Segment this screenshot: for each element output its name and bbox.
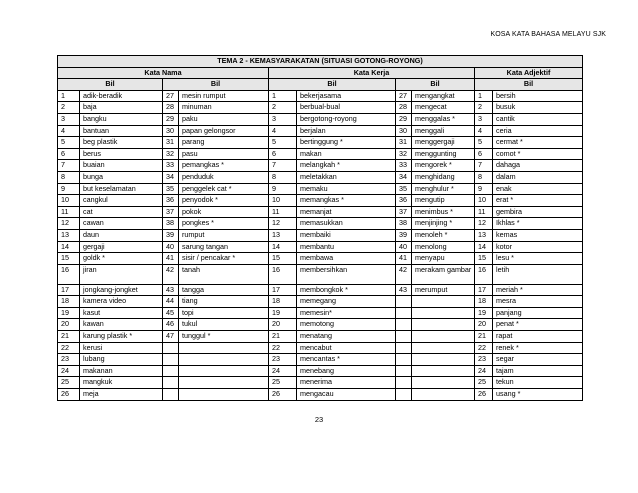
bil-cell: 3: [58, 113, 80, 125]
bil-cell: 14: [58, 241, 80, 253]
bil-cell: 28: [163, 102, 179, 114]
bil-cell: 2: [475, 102, 493, 114]
word-cell: berjalan: [297, 125, 396, 137]
word-cell: kotor: [493, 241, 583, 253]
word-cell: menggali: [412, 125, 475, 137]
word-cell: menyapu: [412, 253, 475, 265]
bil-cell: 42: [396, 264, 412, 284]
word-cell: papan gelongsor: [179, 125, 269, 137]
bil-cell: 30: [163, 125, 179, 137]
bil-cell: [396, 296, 412, 308]
word-cell: rapat: [493, 331, 583, 343]
word-cell: membantu: [297, 241, 396, 253]
word-cell: topi: [179, 307, 269, 319]
word-cell: menatang: [297, 331, 396, 343]
word-cell: goldk *: [80, 253, 163, 265]
bil-cell: 19: [269, 307, 297, 319]
bil-cell: 13: [269, 229, 297, 241]
word-cell: memesin*: [297, 307, 396, 319]
bil-cell: 18: [269, 296, 297, 308]
bil-cell: 10: [475, 195, 493, 207]
word-cell: but keselamatan: [80, 183, 163, 195]
bil-cell: [396, 354, 412, 366]
word-cell: kawan: [80, 319, 163, 331]
bil-cell: 38: [396, 218, 412, 230]
table-row: [58, 113, 583, 125]
bil-cell: 16: [475, 264, 493, 284]
word-cell: menghidang: [412, 171, 475, 183]
word-cell: pemangkas *: [179, 160, 269, 172]
bil-cell: 17: [58, 284, 80, 296]
table-row: [58, 284, 583, 296]
word-cell: berbual-bual: [297, 102, 396, 114]
word-cell: usang *: [493, 389, 583, 401]
word-cell: kemas: [493, 229, 583, 241]
word-cell: tangga: [179, 284, 269, 296]
bil-cell: 2: [58, 102, 80, 114]
bil-header: Bil: [58, 79, 163, 91]
bil-cell: 24: [58, 365, 80, 377]
word-cell: [412, 389, 475, 401]
word-cell: pongkes *: [179, 218, 269, 230]
word-cell: [412, 307, 475, 319]
bil-cell: 8: [58, 171, 80, 183]
word-cell: dalam: [493, 171, 583, 183]
bil-cell: 10: [269, 195, 297, 207]
table-row: [58, 195, 583, 207]
bil-cell: 10: [58, 195, 80, 207]
table-row: [58, 319, 583, 331]
bil-cell: 20: [58, 319, 80, 331]
bil-cell: 4: [269, 125, 297, 137]
bil-cell: 9: [475, 183, 493, 195]
bil-cell: 21: [269, 331, 297, 343]
table-row: [58, 183, 583, 195]
bil-cell: 21: [475, 331, 493, 343]
word-cell: renek *: [493, 342, 583, 354]
bil-cell: 23: [269, 354, 297, 366]
word-cell: tiang: [179, 296, 269, 308]
group-header-kata-kerja: Kata Kerja: [269, 67, 475, 79]
word-cell: gergaji: [80, 241, 163, 253]
bil-cell: 16: [269, 264, 297, 284]
table-row: [58, 365, 583, 377]
word-cell: tekun: [493, 377, 583, 389]
word-cell: mesin rumput: [179, 90, 269, 102]
word-cell: meja: [80, 389, 163, 401]
word-cell: [412, 365, 475, 377]
word-cell: mesra: [493, 296, 583, 308]
bil-cell: 13: [475, 229, 493, 241]
bil-cell: 25: [58, 377, 80, 389]
table-row: [58, 90, 583, 102]
bil-cell: 37: [163, 206, 179, 218]
bil-cell: 16: [58, 264, 80, 284]
word-cell: [179, 342, 269, 354]
bil-cell: 14: [475, 241, 493, 253]
word-cell: meriah *: [493, 284, 583, 296]
word-cell: sarung tangan: [179, 241, 269, 253]
bil-cell: 20: [475, 319, 493, 331]
table-row: [58, 307, 583, 319]
bil-cell: 11: [58, 206, 80, 218]
word-cell: erat *: [493, 195, 583, 207]
word-cell: mengecat: [412, 102, 475, 114]
table-row: [58, 241, 583, 253]
word-cell: kerusi: [80, 342, 163, 354]
word-cell: [412, 331, 475, 343]
bil-cell: 20: [269, 319, 297, 331]
bil-cell: 25: [475, 377, 493, 389]
bil-cell: 4: [475, 125, 493, 137]
word-cell: bantuan: [80, 125, 163, 137]
bil-cell: 40: [163, 241, 179, 253]
word-cell: pokok: [179, 206, 269, 218]
word-cell: membersihkan: [297, 264, 396, 284]
word-cell: comot *: [493, 148, 583, 160]
word-cell: membaiki: [297, 229, 396, 241]
word-cell: memotong: [297, 319, 396, 331]
word-cell: sisir / pencakar *: [179, 253, 269, 265]
bil-cell: 23: [58, 354, 80, 366]
word-cell: bersih: [493, 90, 583, 102]
word-cell: jiran: [80, 264, 163, 284]
bil-cell: 5: [58, 137, 80, 149]
bil-cell: [163, 342, 179, 354]
table-row: [58, 137, 583, 149]
bil-cell: 38: [163, 218, 179, 230]
word-cell: meletakkan: [297, 171, 396, 183]
word-cell: cermat *: [493, 137, 583, 149]
bil-cell: 24: [269, 365, 297, 377]
bil-header: Bil: [475, 79, 583, 91]
bil-cell: 5: [269, 137, 297, 149]
group-header-kata-adjektif: Kata Adjektif: [475, 67, 583, 79]
table-row: [58, 160, 583, 172]
bil-cell: 43: [396, 284, 412, 296]
bil-cell: [396, 307, 412, 319]
bil-cell: 47: [163, 331, 179, 343]
word-cell: paku: [179, 113, 269, 125]
word-cell: Ikhlas *: [493, 218, 583, 230]
bil-cell: [396, 389, 412, 401]
bil-cell: 6: [269, 148, 297, 160]
bil-cell: 8: [475, 171, 493, 183]
word-cell: menghulur *: [412, 183, 475, 195]
bil-cell: 31: [163, 137, 179, 149]
word-cell: memegang: [297, 296, 396, 308]
bil-cell: 2: [269, 102, 297, 114]
bil-cell: 21: [58, 331, 80, 343]
bil-cell: 26: [58, 389, 80, 401]
bil-cell: 40: [396, 241, 412, 253]
word-cell: penat *: [493, 319, 583, 331]
bil-cell: 46: [163, 319, 179, 331]
table-row: [58, 354, 583, 366]
bil-cell: 27: [163, 90, 179, 102]
bil-cell: 29: [396, 113, 412, 125]
word-cell: menggergaji: [412, 137, 475, 149]
table-row: [58, 253, 583, 265]
bil-cell: 15: [475, 253, 493, 265]
page-number: 23: [314, 415, 324, 424]
bil-cell: [396, 365, 412, 377]
table-row: [58, 229, 583, 241]
bil-cell: 36: [163, 195, 179, 207]
bil-cell: 37: [396, 206, 412, 218]
bil-cell: 39: [396, 229, 412, 241]
word-cell: [412, 296, 475, 308]
bil-cell: 4: [58, 125, 80, 137]
bil-cell: 15: [269, 253, 297, 265]
bil-cell: 19: [475, 307, 493, 319]
word-cell: bunga: [80, 171, 163, 183]
word-cell: [412, 377, 475, 389]
bil-cell: 44: [163, 296, 179, 308]
word-cell: cawan: [80, 218, 163, 230]
word-cell: tanah: [179, 264, 269, 284]
word-cell: menjinjing *: [412, 218, 475, 230]
word-cell: memasukkan: [297, 218, 396, 230]
bil-cell: 28: [396, 102, 412, 114]
bil-cell: 1: [58, 90, 80, 102]
group-header-kata-nama: Kata Nama: [58, 67, 269, 79]
word-cell: menolong: [412, 241, 475, 253]
word-cell: gembira: [493, 206, 583, 218]
word-cell: tukul: [179, 319, 269, 331]
word-cell: [412, 354, 475, 366]
bil-cell: 13: [58, 229, 80, 241]
word-cell: membawa: [297, 253, 396, 265]
word-cell: tajam: [493, 365, 583, 377]
bil-cell: 11: [269, 206, 297, 218]
bil-cell: 43: [163, 284, 179, 296]
word-cell: mencabut: [297, 342, 396, 354]
word-cell: menerima: [297, 377, 396, 389]
word-cell: cat: [80, 206, 163, 218]
bil-cell: 33: [163, 160, 179, 172]
table-row: [58, 102, 583, 114]
word-cell: [412, 319, 475, 331]
bil-cell: 32: [163, 148, 179, 160]
word-cell: mengorek *: [412, 160, 475, 172]
bil-cell: 18: [58, 296, 80, 308]
bil-cell: 6: [58, 148, 80, 160]
word-cell: daun: [80, 229, 163, 241]
bil-cell: 22: [58, 342, 80, 354]
word-cell: dahaga: [493, 160, 583, 172]
word-cell: memangkas *: [297, 195, 396, 207]
bil-cell: 34: [396, 171, 412, 183]
table-row: [58, 206, 583, 218]
word-cell: [179, 389, 269, 401]
bil-cell: 1: [269, 90, 297, 102]
word-cell: makan: [297, 148, 396, 160]
bil-cell: 34: [163, 171, 179, 183]
word-cell: baja: [80, 102, 163, 114]
word-cell: jongkang-jongket: [80, 284, 163, 296]
word-cell: melangkah *: [297, 160, 396, 172]
table-title: TEMA 2 - KEMASYARAKATAN (SITUASI GOTONG-ROYONG): [58, 56, 583, 68]
bil-cell: 5: [475, 137, 493, 149]
bil-cell: 12: [269, 218, 297, 230]
word-cell: parang: [179, 137, 269, 149]
word-cell: ceria: [493, 125, 583, 137]
word-cell: kamera video: [80, 296, 163, 308]
word-cell: bergotong-royong: [297, 113, 396, 125]
bil-cell: 1: [475, 90, 493, 102]
word-cell: busuk: [493, 102, 583, 114]
word-cell: memaku: [297, 183, 396, 195]
bil-cell: 42: [163, 264, 179, 284]
bil-cell: 26: [475, 389, 493, 401]
bil-cell: 7: [58, 160, 80, 172]
word-cell: rumput: [179, 229, 269, 241]
word-cell: bangku: [80, 113, 163, 125]
bil-cell: 9: [58, 183, 80, 195]
word-cell: penyodok *: [179, 195, 269, 207]
word-cell: menebang: [297, 365, 396, 377]
word-cell: merumput: [412, 284, 475, 296]
running-header: KOSA KATA BAHASA MELAYU SJK: [490, 31, 606, 38]
word-cell: [179, 377, 269, 389]
word-cell: lesu *: [493, 253, 583, 265]
table-body: [58, 90, 583, 400]
bil-cell: 6: [475, 148, 493, 160]
bil-cell: 39: [163, 229, 179, 241]
word-cell: menggalas *: [412, 113, 475, 125]
bil-header: Bil: [163, 79, 269, 91]
bil-cell: 18: [475, 296, 493, 308]
bil-cell: 35: [163, 183, 179, 195]
word-cell: [179, 365, 269, 377]
bil-cell: [396, 342, 412, 354]
table-row: [58, 125, 583, 137]
bil-cell: 33: [396, 160, 412, 172]
table-row: [58, 218, 583, 230]
word-cell: menggunting: [412, 148, 475, 160]
bil-cell: 23: [475, 354, 493, 366]
bil-cell: 26: [269, 389, 297, 401]
word-cell: adik-beradik: [80, 90, 163, 102]
word-cell: beg plastik: [80, 137, 163, 149]
table-row: [58, 377, 583, 389]
table-row: [58, 296, 583, 308]
table-row: [58, 331, 583, 343]
bil-cell: 32: [396, 148, 412, 160]
word-cell: mangkuk: [80, 377, 163, 389]
vocabulary-table: [57, 55, 583, 401]
word-cell: cantik: [493, 113, 583, 125]
word-cell: menimbus *: [412, 206, 475, 218]
table-row: [58, 389, 583, 401]
table-row: [58, 264, 583, 284]
bil-header: Bil: [396, 79, 475, 91]
word-cell: mengangkat: [412, 90, 475, 102]
bil-cell: 24: [475, 365, 493, 377]
bil-cell: 19: [58, 307, 80, 319]
table-row: [58, 171, 583, 183]
word-cell: [179, 354, 269, 366]
word-cell: makanan: [80, 365, 163, 377]
bil-cell: [163, 365, 179, 377]
bil-cell: 12: [58, 218, 80, 230]
bil-cell: 14: [269, 241, 297, 253]
bil-cell: [396, 319, 412, 331]
bil-cell: 41: [163, 253, 179, 265]
word-cell: kasut: [80, 307, 163, 319]
word-cell: cangkul: [80, 195, 163, 207]
bil-cell: 29: [163, 113, 179, 125]
word-cell: penggelek cat *: [179, 183, 269, 195]
bil-cell: [163, 377, 179, 389]
word-cell: pasu: [179, 148, 269, 160]
word-cell: bertinggung *: [297, 137, 396, 149]
bil-cell: [163, 389, 179, 401]
bil-cell: 22: [475, 342, 493, 354]
bil-cell: 36: [396, 195, 412, 207]
word-cell: bekerjasama: [297, 90, 396, 102]
word-cell: mencantas *: [297, 354, 396, 366]
word-cell: karung plastik *: [80, 331, 163, 343]
bil-cell: 31: [396, 137, 412, 149]
bil-cell: 27: [396, 90, 412, 102]
bil-cell: [396, 377, 412, 389]
word-cell: membongkok *: [297, 284, 396, 296]
bil-cell: 41: [396, 253, 412, 265]
word-cell: letih: [493, 264, 583, 284]
bil-cell: 35: [396, 183, 412, 195]
bil-cell: 22: [269, 342, 297, 354]
word-cell: panjang: [493, 307, 583, 319]
word-cell: mengacau: [297, 389, 396, 401]
word-cell: [412, 342, 475, 354]
word-cell: enak: [493, 183, 583, 195]
bil-cell: [163, 354, 179, 366]
bil-cell: 17: [269, 284, 297, 296]
bil-cell: 3: [269, 113, 297, 125]
word-cell: segar: [493, 354, 583, 366]
bil-cell: 30: [396, 125, 412, 137]
word-cell: menoleh *: [412, 229, 475, 241]
word-cell: minuman: [179, 102, 269, 114]
bil-cell: 12: [475, 218, 493, 230]
bil-cell: 7: [475, 160, 493, 172]
table-row: [58, 148, 583, 160]
table-row: [58, 342, 583, 354]
bil-cell: [396, 331, 412, 343]
bil-cell: 9: [269, 183, 297, 195]
word-cell: lubang: [80, 354, 163, 366]
word-cell: mengutip: [412, 195, 475, 207]
bil-cell: 15: [58, 253, 80, 265]
bil-cell: 25: [269, 377, 297, 389]
bil-cell: 11: [475, 206, 493, 218]
word-cell: buaian: [80, 160, 163, 172]
word-cell: tunggul *: [179, 331, 269, 343]
bil-cell: 45: [163, 307, 179, 319]
word-cell: berus: [80, 148, 163, 160]
bil-cell: 8: [269, 171, 297, 183]
word-cell: penduduk: [179, 171, 269, 183]
bil-cell: 7: [269, 160, 297, 172]
bil-cell: 17: [475, 284, 493, 296]
word-cell: memanjat: [297, 206, 396, 218]
word-cell: merakam gambar: [412, 264, 475, 284]
bil-header: Bil: [269, 79, 396, 91]
bil-cell: 3: [475, 113, 493, 125]
